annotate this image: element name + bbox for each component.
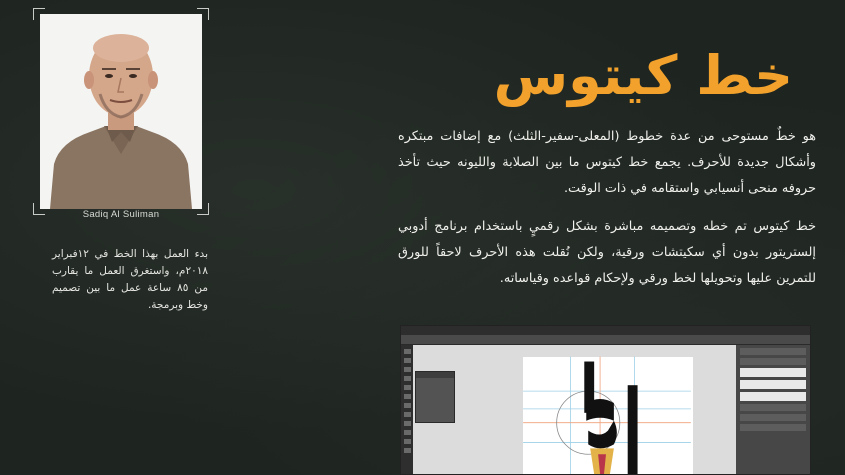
title-block [395,0,815,118]
illustrator-screenshot [400,325,811,475]
side-note: بدء العمل بهذا الخط في ١٢فبراير ٢٠١٨م، واستغرق العمل ما يقارب من ٨٥ ساعة عمل ما بين تصميم وخط وبرمجة. [52,248,208,311]
glyph-artwork [401,326,810,474]
process-paragraph: خط كيتوس تم خطه وتصميمه مباشرة بشكل رقميٍ باستخدام برنامج أدوبي إلستريتور بدون أي سكيتشات ورقية، ولكن نُقلت هذه الأحرف لاحقاً للورق للتمرين عليها وتحويلها لخط ورقي ولإحكام قواعده وقياساته. [398,219,816,286]
author-photo [40,14,202,209]
photo-frame [33,8,209,215]
intro-paragraph: هو خطٌ مستوحى من عدة خطوط (المعلى-سفير-الثلث) مع إضافات مبتكره وأشكال جديدة للأحرف. يجمع خط كيتوس ما بين الصلابة والليونه حيث تأخذ حروفه منحى أنسيابي واستقامه في ذات الوقت. [398,129,816,196]
author-name: Sadiq Al Suliman [82,209,160,220]
page-title: خط كيتوس [493,44,793,107]
